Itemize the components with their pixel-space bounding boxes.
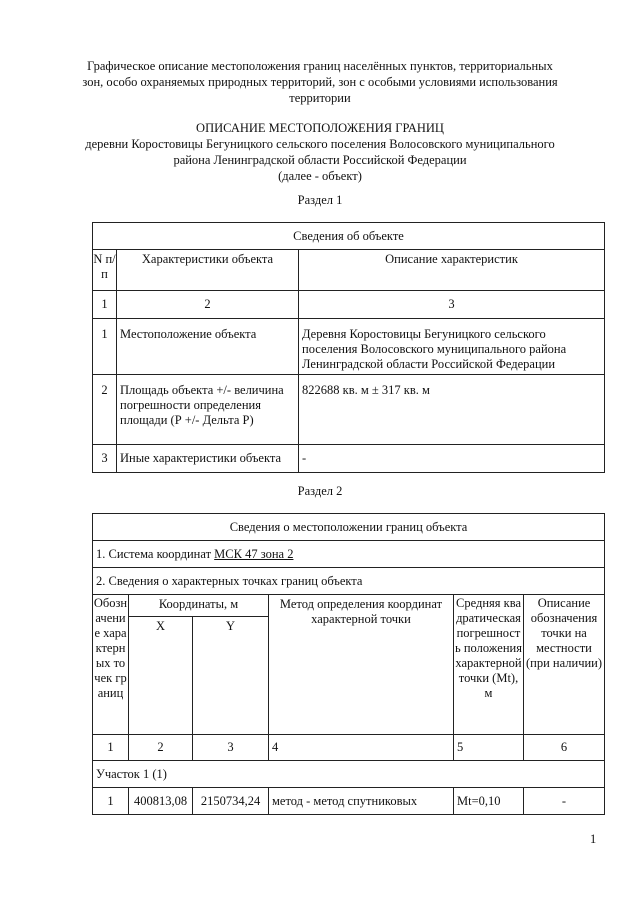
object-info-table xyxy=(92,222,605,473)
column-number-cell: 2 xyxy=(117,291,299,319)
header-point-description: Описание обозначения точки на местности (при наличии) xyxy=(524,595,605,735)
header-line-1: Графическое описание местоположения границ населённых пунктов, территориальных xyxy=(87,59,553,73)
table-title: Сведения об объекте xyxy=(93,223,605,250)
row-value: 822688 кв. м ± 317 кв. м xyxy=(299,375,605,445)
point-description: - xyxy=(524,788,605,815)
table-row xyxy=(93,788,605,815)
header-line-2: зон, особо охраняемых природных территорий, зон с особыми условиями использования xyxy=(82,75,558,89)
table-row xyxy=(93,375,605,445)
table-row xyxy=(93,319,605,375)
column-number-cell: 4 xyxy=(269,735,454,761)
header-line-3: территории xyxy=(289,91,351,105)
column-number-cell: 3 xyxy=(193,735,269,761)
column-number-cell: 1 xyxy=(93,735,129,761)
column-number-cell: 5 xyxy=(454,735,524,761)
points-title: 2. Сведения о характерных точках границ объекта xyxy=(93,568,605,595)
coordinate-system xyxy=(93,541,605,568)
column-number-cell: 3 xyxy=(299,291,605,319)
row-value: Деревня Коростовицы Бегуницкого сельского поселения Волосовского муниципального района Ленинградской области Российской Федерации xyxy=(299,319,605,375)
column-number-cell: 6 xyxy=(524,735,605,761)
title-line-3: (далее - объект) xyxy=(278,169,362,183)
point-y: 2150734,24 xyxy=(193,788,269,815)
row-number: 3 xyxy=(93,445,117,473)
header-designation: Обозначение характерных точек границ xyxy=(93,595,129,735)
header-description: Описание характеристик xyxy=(299,250,605,291)
section1-label: Раздел 1 xyxy=(297,193,343,207)
page-number: 1 xyxy=(590,832,597,846)
row-value: - xyxy=(299,445,605,473)
coordinate-system-value: МСК 47 зона 2 xyxy=(214,546,294,561)
header-coordinates: Координаты, м xyxy=(129,595,269,617)
point-x: 400813,08 xyxy=(129,788,193,815)
row-name: Площадь объекта +/- величина погрешности определения площади (Р +/- Дельта Р) xyxy=(117,375,299,445)
title-line-1: деревни Коростовицы Бегуницкого сельского поселения Волосовского муниципального xyxy=(85,137,555,151)
title-main: ОПИСАНИЕ МЕСТОПОЛОЖЕНИЯ ГРАНИЦ xyxy=(196,121,444,135)
row-number: 1 xyxy=(93,319,117,375)
table-title: Сведения о местоположении границ объекта xyxy=(93,514,605,541)
row-name: Иные характеристики объекта xyxy=(117,445,299,473)
document-header xyxy=(60,58,580,106)
title-line-2: района Ленинградской области Российской Федерации xyxy=(173,153,467,167)
row-number: 2 xyxy=(93,375,117,445)
header-mt: Средняя квадратическая погрешность положения характерной точки (Mt), м xyxy=(454,595,524,735)
header-number: N п/п xyxy=(93,250,117,291)
boundary-table xyxy=(92,513,605,815)
header-method: Метод определения координат характерной точки xyxy=(269,595,454,735)
section2-label: Раздел 2 xyxy=(297,484,343,498)
row-name: Местоположение объекта xyxy=(117,319,299,375)
header-x: X xyxy=(129,617,193,735)
column-number-cell: 1 xyxy=(93,291,117,319)
point-mt: Mt=0,10 xyxy=(454,788,524,815)
point-method: метод - метод спутниковых xyxy=(269,788,454,815)
coordinate-system-label: 1. Система координат xyxy=(96,546,215,561)
table-row xyxy=(93,445,605,473)
header-y: Y xyxy=(193,617,269,735)
header-characteristic: Характеристики объекта xyxy=(117,250,299,291)
plot-label: Участок 1 (1) xyxy=(93,761,605,788)
document-title xyxy=(60,120,580,184)
point-number: 1 xyxy=(93,788,129,815)
column-number-cell: 2 xyxy=(129,735,193,761)
